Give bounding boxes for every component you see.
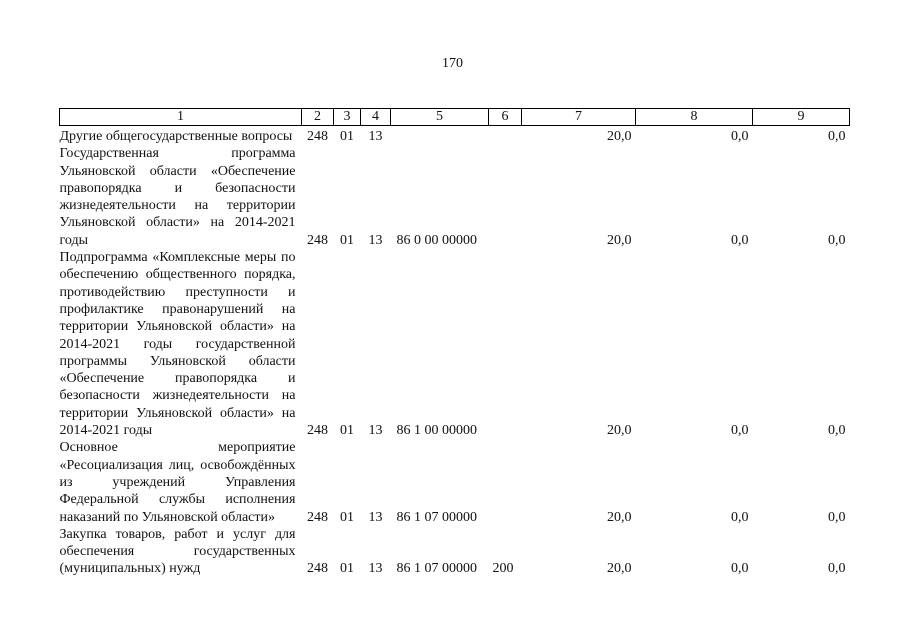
table-row [60, 249, 850, 439]
row-pr: 13 [368, 232, 383, 248]
row-vr [489, 249, 522, 439]
table-row [60, 145, 850, 249]
row-name: Государственная программа Ульяновской области «Обеспечение правопорядка и безопасности жизнедеятельности на территории Ульяновской области» на 2014-2021 годы [59, 146, 296, 248]
row-rz: 01 [340, 129, 354, 144]
header-col-1: 1 [60, 109, 302, 126]
row-pr: 13 [368, 509, 383, 525]
row-name: Другие общегосударственные вопросы [59, 129, 293, 144]
table-row [60, 126, 850, 146]
header-col-9: 9 [753, 109, 850, 126]
row-value-8: 0,0 [731, 561, 749, 577]
row-pr: 13 [368, 561, 383, 577]
page-number: 170 [442, 56, 463, 71]
row-name: Основное мероприятие «Ресоциализация лиц, освобождённых из учреждений Управления Федеральной службы исполнения наказаний по Ульяновской области» [59, 440, 296, 525]
header-col-3: 3 [334, 109, 361, 126]
row-rz: 01 [340, 232, 354, 248]
row-rz: 01 [340, 561, 354, 577]
row-value-9: 0,0 [828, 129, 846, 144]
row-vr: 200 [492, 561, 514, 577]
row-value-7: 20,0 [607, 423, 632, 439]
header-col-6: 6 [489, 109, 522, 126]
budget-table [59, 108, 850, 578]
header-row [60, 109, 850, 126]
row-value-9: 0,0 [828, 509, 846, 525]
row-grbs: 248 [307, 561, 328, 577]
header-col-7: 7 [522, 109, 636, 126]
row-grbs: 248 [307, 509, 328, 525]
row-vr [489, 145, 522, 249]
row-csr: 86 1 07 00000 [396, 561, 477, 577]
header-col-2: 2 [302, 109, 334, 126]
row-name: Подпрограмма «Комплексные меры по обеспечению общественного порядка, противодействию преступности и профилактике правонарушений на территории Ульяновской области» на 2014-2021 годы государственной программы Ульяновской области «Обеспечение правопорядка и безопасности жизнедеятельности на территории Ульяновской области» на 2014-2021 годы [59, 250, 296, 439]
row-vr [489, 439, 522, 525]
row-value-7: 20,0 [607, 509, 632, 525]
row-value-8: 0,0 [731, 232, 749, 248]
row-value-7: 20,0 [607, 561, 632, 577]
row-grbs: 248 [307, 232, 328, 248]
row-value-8: 0,0 [731, 129, 749, 144]
row-vr [489, 126, 522, 146]
row-value-7: 20,0 [607, 129, 632, 144]
row-csr: 86 1 00 00000 [396, 423, 477, 439]
row-csr: 86 0 00 00000 [396, 232, 477, 248]
row-value-8: 0,0 [731, 509, 749, 525]
row-pr: 13 [368, 423, 383, 439]
row-rz: 01 [340, 509, 354, 525]
row-value-8: 0,0 [731, 423, 749, 439]
header-col-5: 5 [391, 109, 489, 126]
row-csr [391, 126, 489, 146]
row-rz: 01 [340, 423, 354, 439]
row-value-9: 0,0 [828, 423, 846, 439]
row-value-9: 0,0 [828, 561, 846, 577]
row-grbs: 248 [307, 129, 328, 144]
table-row [60, 439, 850, 525]
table-row [60, 526, 850, 578]
row-csr: 86 1 07 00000 [396, 509, 477, 525]
header-col-8: 8 [636, 109, 753, 126]
row-name: Закупка товаров, работ и услуг для обеспечения государственных (муниципальных) нужд [59, 526, 296, 577]
row-pr: 13 [368, 129, 383, 144]
row-grbs: 248 [307, 423, 328, 439]
row-value-7: 20,0 [607, 232, 632, 248]
row-value-9: 0,0 [828, 232, 846, 248]
header-col-4: 4 [361, 109, 391, 126]
